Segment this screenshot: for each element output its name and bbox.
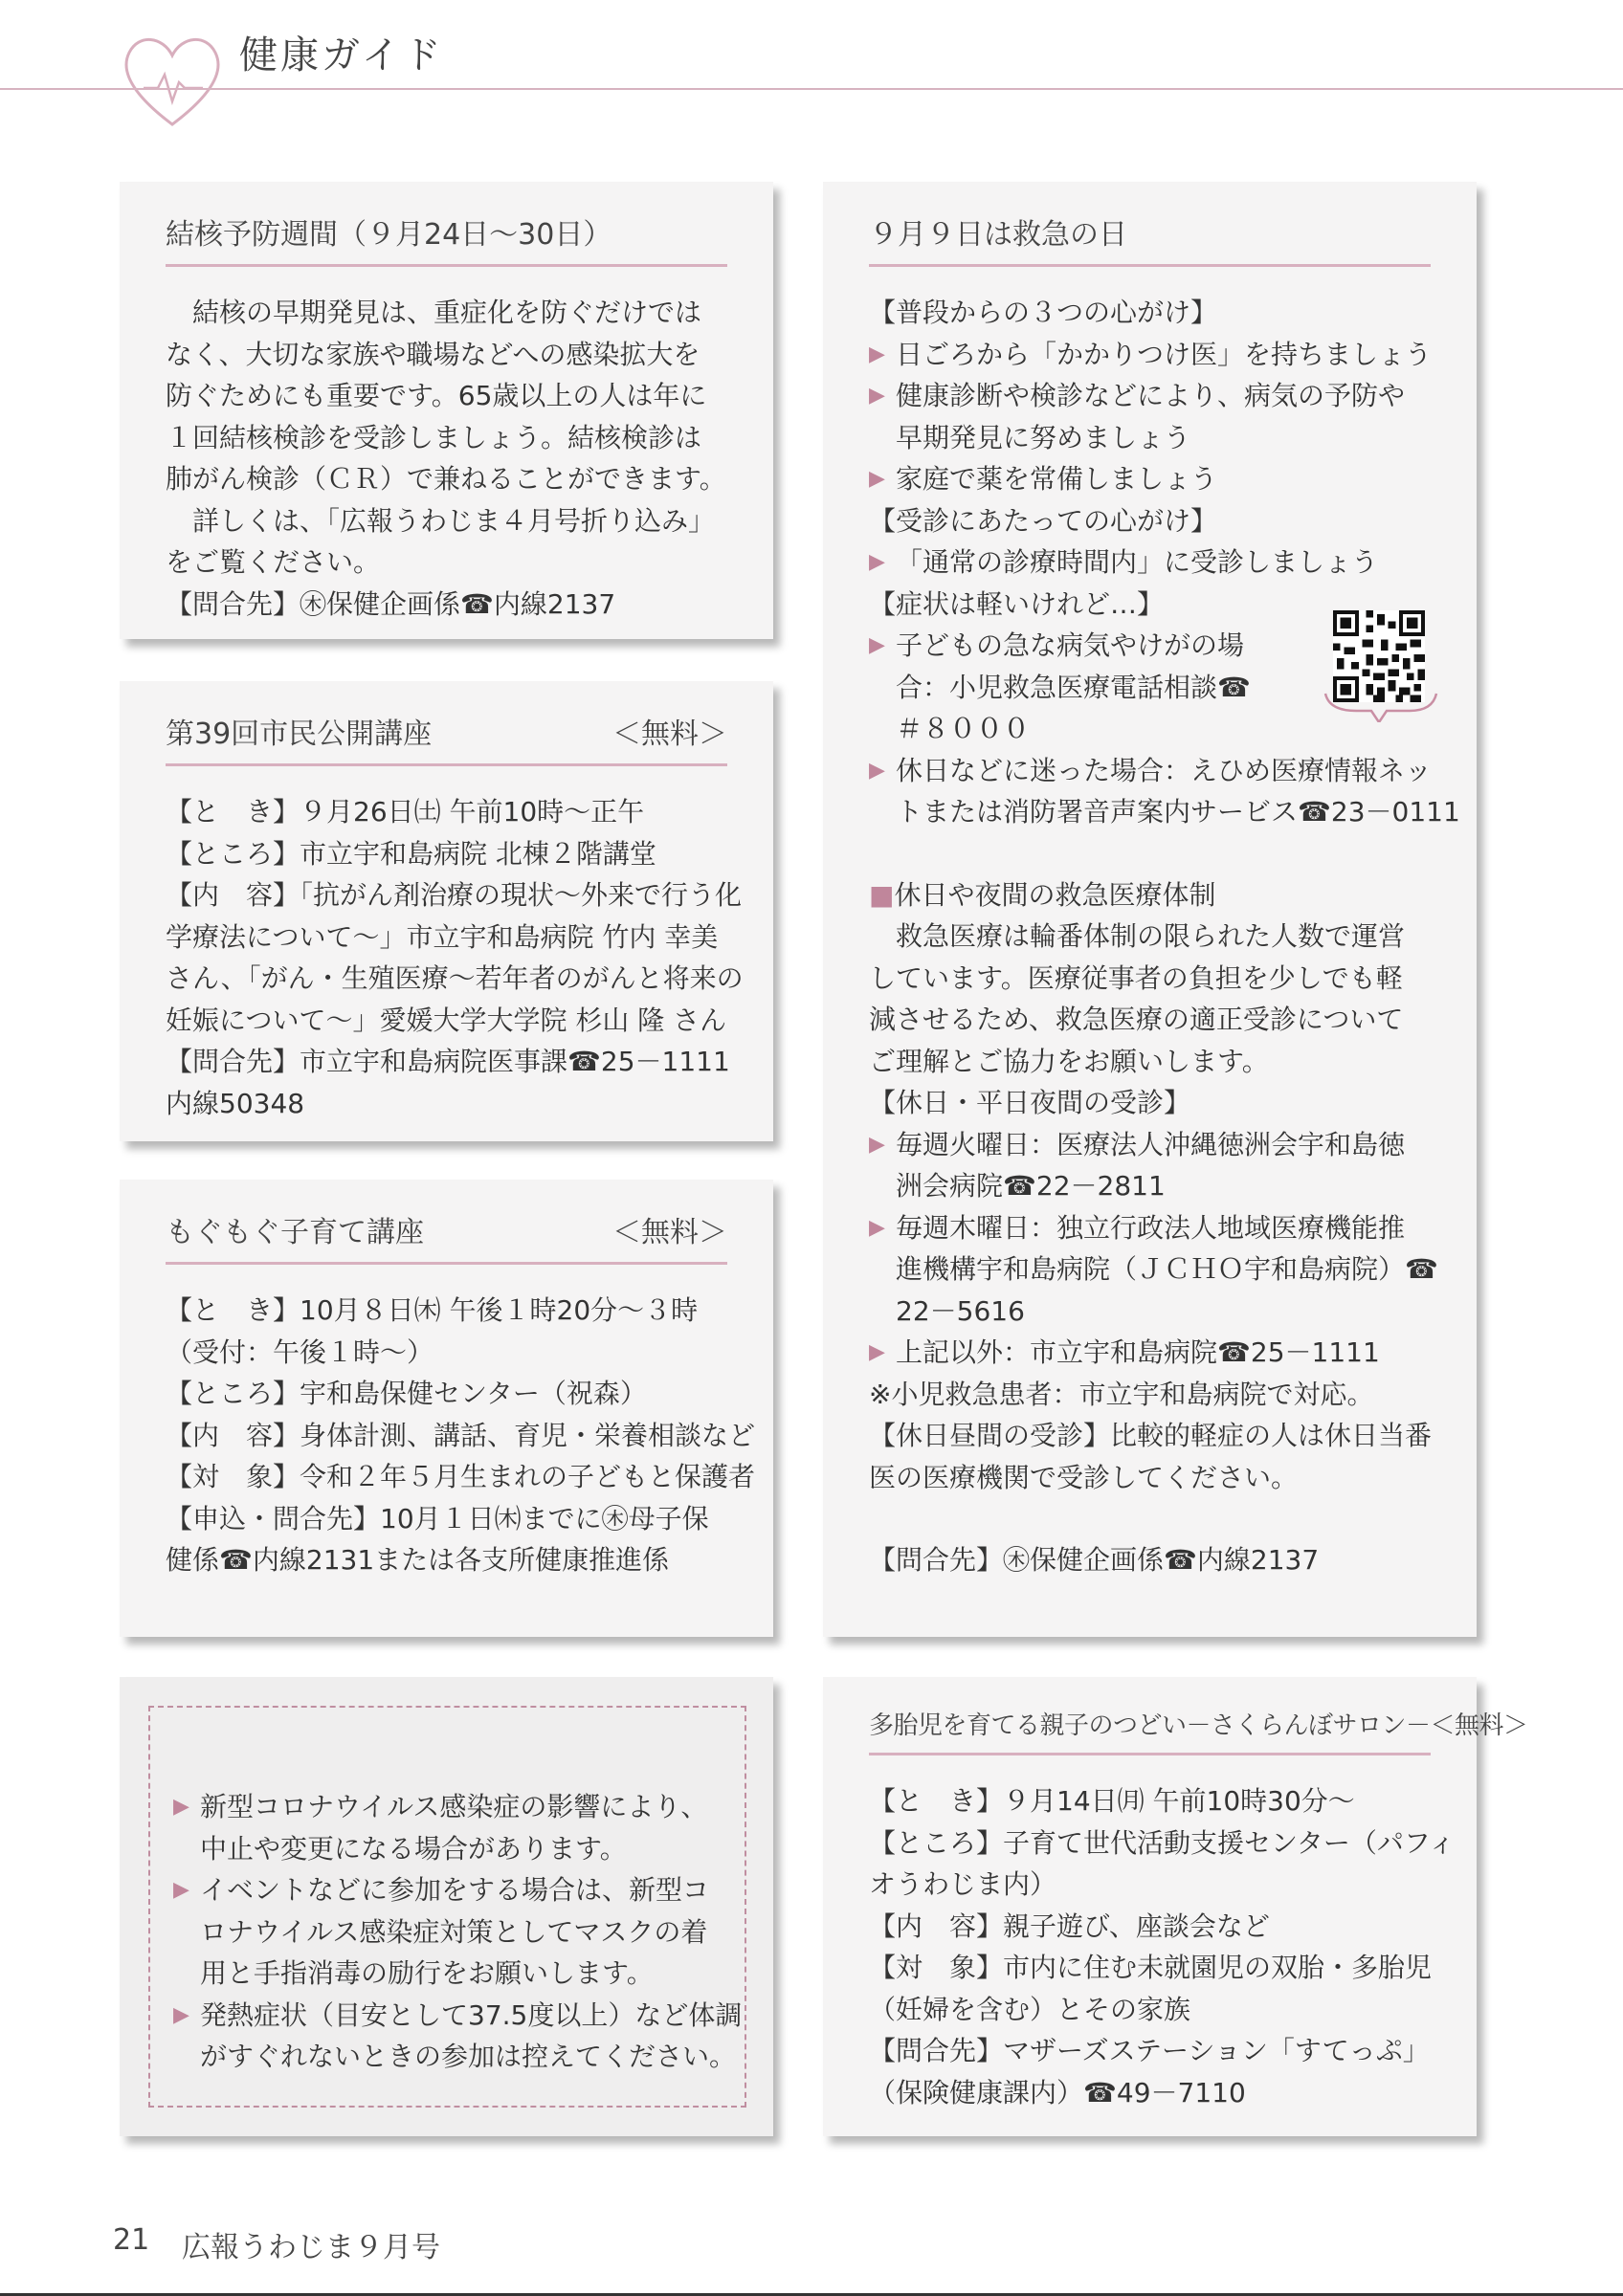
card-title: ９月９日は救急の日 (869, 210, 1431, 267)
card-title: 結核予防週間（９月24日～30日） (166, 210, 727, 267)
list-item: ▶ 家庭で薬を常備しましょう (869, 458, 1431, 500)
list-item: ▶ 毎週火曜日：医療法人沖縄徳洲会宇和島徳 洲会病院☎22－2811 (869, 1124, 1431, 1207)
mogumogu-card: もぐもぐ子育て講座 ＜無料＞ 【と き】10月８日㈭ 午後１時20分～３時 （受付：午後１時～） 【ところ】宇和島保健センター（祝森） 【内 容】身体計測、講話、育児・栄養相談など 【対 象】令和２年５月生まれの子どもと保護者 【申込・問合先】10月１日㈭までに㊍母子保 健係☎内線2131または各支所健康推進係 (120, 1180, 773, 1637)
contact: 【問合先】マザーズステーション「すてっぷ」 (869, 2035, 1430, 2066)
notice-item: ▶ 発熱症状（目安として37.5度以上）など体調 がすぐれないときの参加は控えてください。 (173, 1995, 727, 2078)
card-title: もぐもぐ子育て講座 ＜無料＞ (166, 1208, 727, 1265)
section-title: 健康ガイド (239, 33, 444, 77)
paragraph: 結核の早期発見は、重症化を防ぐだけでは (192, 297, 702, 328)
triangle-bullet-icon: ▶ (869, 550, 885, 574)
notice-card (120, 1677, 773, 2136)
triangle-bullet-icon: ▶ (869, 1340, 885, 1364)
page-number: 21 (113, 2223, 150, 2257)
fee-label: ＜無料＞ (612, 718, 727, 751)
contact: 【問合先】市立宇和島病院医事課☎25－1111 (166, 1046, 730, 1077)
triangle-bullet-icon: ▶ (869, 1132, 885, 1157)
list-item: ▶ 子どもの急な病気やけがの場 合：小児救急医療電話相談☎ ＃８０００ (869, 625, 1431, 750)
triangle-bullet-icon: ▶ (869, 342, 885, 366)
list-item: ▶ 上記以外：市立宇和島病院☎25－1111 (869, 1332, 1431, 1374)
twins-salon-card: 多胎児を育てる親子のつどい－さくらんぼサロン－＜無料＞ 【と き】９月14日㈪ 午前10時30分～ 【ところ】子育て世代活動支援センター（パフィ オうわじま内） 【内 容】親子遊び、座談会など 【対 象】市内に住む未就園児の双胎・多胎児 （妊婦を含む）とその家族 【問合先】マザーズステーション「すてっぷ」 （保険健康課内）☎49－7110 (823, 1677, 1477, 2136)
triangle-bullet-icon: ▶ (869, 633, 885, 657)
card-title: 第39回市民公開講座 ＜無料＞ (166, 710, 727, 766)
list-item: ▶ 「通常の診療時間内」に受診しましょう (869, 541, 1431, 584)
triangle-bullet-icon: ▶ (173, 1795, 189, 1819)
lecture-card: 第39回市民公開講座 ＜無料＞ 【と き】９月26日㈯ 午前10時～正午 【ところ】市立宇和島病院 北棟２階講堂 【内 容】「抗がん剤治療の現状～外来で行う化 学療法について～」市立宇和島病院 竹内 幸美 さん、「がん・生殖医療～若年者のがんと将来の 妊娠について～」愛媛大学大学院 杉山 隆 さん 【問合先】市立宇和島病院医事課☎25－1111 内線50348 (120, 681, 773, 1141)
subheading: ■休日や夜間の救急医療体制 (869, 878, 1216, 911)
heart-icon (115, 29, 230, 139)
list-item: ▶ 健康診断や検診などにより、病気の予防や 早期発見に努めましょう (869, 375, 1431, 458)
header-line (0, 88, 1623, 90)
qr-code-icon (1333, 610, 1425, 702)
list-item: ▶ 毎週木曜日：独立行政法人地域医療機能推 進機構宇和島病院（ＪＣＨＯ宇和島病院）☎ 22－5616 (869, 1207, 1431, 1333)
card-title: 多胎児を育てる親子のつどい－さくらんぼサロン－＜無料＞ (869, 1706, 1431, 1755)
triangle-bullet-icon: ▶ (173, 1878, 189, 1902)
list-item: ▶ 休日などに迷った場合：えひめ医療情報ネッ トまたは消防署音声案内サービス☎23－0111 (869, 750, 1431, 833)
publication-title: 広報うわじま９月号 (182, 2231, 440, 2264)
notice-item: ▶ イベントなどに参加をする場合は、新型コ ロナウイルス感染症対策としてマスクの着 用と手指消毒の励行をお願いします。 (173, 1869, 727, 1995)
contact: 【申込・問合先】10月１日㈭までに㊍母子保 (166, 1502, 709, 1534)
contact: 【問合先】㊍保健企画係☎内線2137 (166, 587, 616, 620)
triangle-bullet-icon: ▶ (869, 758, 885, 783)
square-bullet-icon: ■ (869, 878, 895, 911)
contact: 【問合先】㊍保健企画係☎内線2137 (869, 1544, 1320, 1576)
triangle-bullet-icon: ▶ (173, 2002, 189, 2027)
tuberculosis-card: 結核予防週間（９月24日～30日） 結核の早期発見は、重症化を防ぐだけでは なく、大切な家族や職場などへの感染拡大を 防ぐためにも重要です。65歳以上の人は年に １回結核検診を受診しましょう。結核検診は 肺がん検診（ＣＲ）で兼ねることができます。 詳しくは、「広報うわじま４月号折り込み」 をご覧ください。 【問合先】㊍保健企画係☎内線2137 (120, 182, 773, 639)
list-item: ▶ 日ごろから「かかりつけ医」を持ちましょう (869, 334, 1431, 376)
notice-item: ▶ 新型コロナウイルス感染症の影響により、 中止や変更になる場合があります。 (173, 1786, 727, 1869)
emergency-day-card: ９月９日は救急の日 【普段からの３つの心がけ】 ▶ 日ごろから「かかりつけ医」を持ちましょう ▶ 健康診断や検診などにより、病気の予防や 早期発見に努めましょう ▶ 家庭で薬を常備しましょう 【受診にあたっての心がけ】 ▶ 「通常の診療時間内」に受診しましょう 【症状は軽いけれど…】 ▶ 子どもの急な病気やけがの場 合：小児救急医療電話相談☎ ＃８０００ ▶ 休日などに迷った場合：えひめ医療情報ネッ トまたは消防署音声案内サービス☎23－0111 ■休日や夜間の救急医療体制 救急医療は輪番体制の限られた人数で運営 しています。医療従事者の負担を少しでも軽 減させるため、救急医療の適正受診について ご理解とご協力をお願いします。 【休日・平日夜間の受診】 ▶ 毎週火曜日：医療法人沖縄徳洲会宇和島徳 洲会病院☎22－2811 ▶ 毎週木曜日：独立行政法人地域医療機能推 進機構宇和島病院（ＪＣＨＯ宇和島病院）☎ 22－5616 ▶ 上記以外：市立宇和島病院☎25－1111 ※小児救急患者：市立宇和島病院で対応。 【休日昼間の受診】比較的軽症の人は休日当番 医の医療機関で受診してください。 【問合先】㊍保健企画係☎内線2137 (823, 182, 1477, 1637)
triangle-bullet-icon: ▶ (869, 467, 885, 491)
triangle-bullet-icon: ▶ (869, 384, 885, 408)
fee-label: ＜無料＞ (612, 1216, 727, 1249)
triangle-bullet-icon: ▶ (869, 1215, 885, 1240)
